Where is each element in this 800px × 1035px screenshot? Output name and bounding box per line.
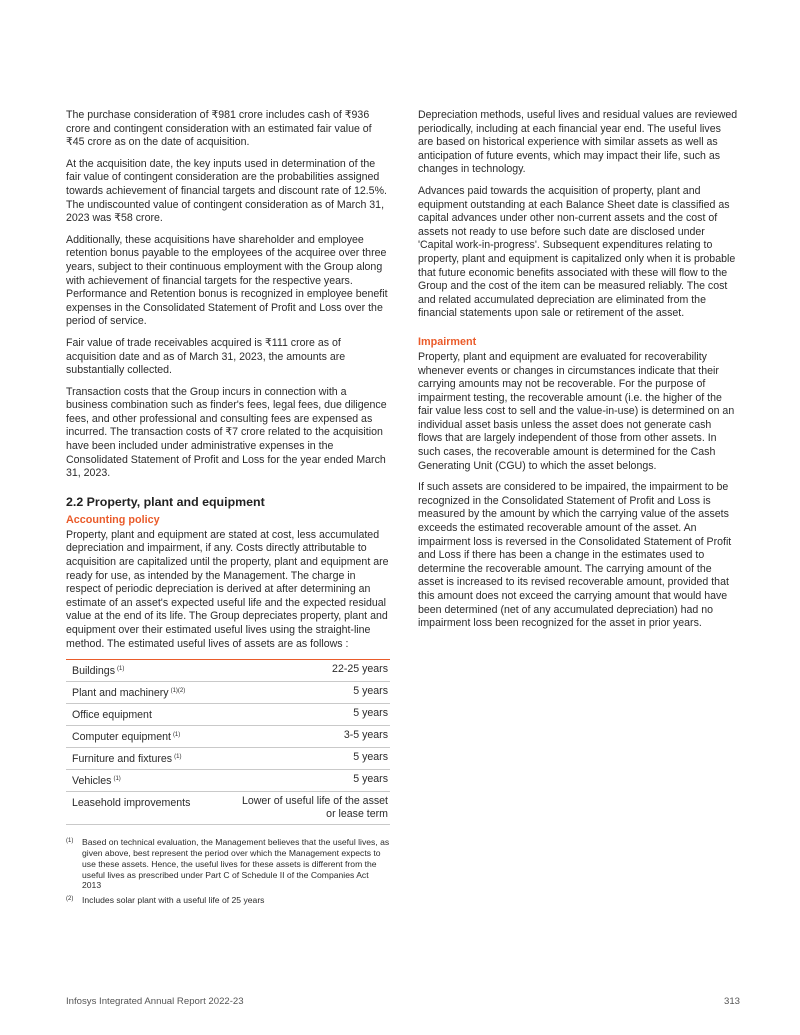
page-number: 313 [723,996,740,1007]
asset-cell: Computer equipment $^{(1)}$ [66,726,232,748]
asset-cell: Buildings $^{(1)}$ [66,660,232,682]
impairment-heading: Impairment [418,335,477,348]
table-row [66,726,390,748]
table-row [66,660,390,682]
life-cell: 3-5 years [232,726,390,748]
asset-cell: Vehicles $^{(1)}$ [66,770,232,792]
table-row [66,704,390,726]
paragraph: Property, plant and equipment are evaluated for recoverability whenever events or changes in circumstances indicate that their carrying amounts may not be recoverable. For the purpose of impairment testing, the recoverable amount (i.e. the higher of the fair value less cost to sell and the value-in-use) is determined on an individual asset basis unless the asset does not generate cash flows that are largely independent of those from other assets. In such cases, the recoverable amount is determined for the Cash Generating Unit (CGU) to which the asset belongs. [418,350,735,472]
useful-lives-table [66,659,390,825]
asset-cell: Plant and machinery $^{(1)(2)}$ [66,682,232,704]
section-title: 2.2 Property, plant and equipment [66,494,265,509]
table-row [66,770,390,792]
asset-cell: Office equipment [66,704,232,726]
footnote-mark: (1) [66,838,74,845]
life-cell: 5 years [232,748,390,770]
paragraph: The purchase consideration of ₹981 crore includes cash of ₹936 crore and contingent consideration with an estimated fair value of ₹45 crore as on the date of acquisition. [66,109,372,149]
report-title: Infosys Integrated Annual Report 2022-23 [66,996,244,1007]
life-cell: 5 years [232,682,390,704]
life-cell: 5 years [232,770,390,792]
paragraph: Transaction costs that the Group incurs in connection with a business combination such as finder's fees, legal fees, due diligence fees, and other professional and consulting fees are expensed as incurred. The transaction costs of ₹7 crore related to the acquisition have been included under administrative expenses in the Consolidated Statement of Profit and Loss for the year ended March 31, 2023. [66,385,387,480]
paragraph: At the acquisition date, the key inputs used in determination of the fair value of contingent consideration are the probabilities assigned towards achievement of financial targets and discount rate of 12.5%. The undiscounted value of contingent consideration as of March 31, 2023 was ₹58 crore. [66,157,387,225]
left-column [66,109,390,910]
paragraph: Additionally, these acquisitions have shareholder and employee retention bonus payable to the employees of the acquiree over three years, subject to their continuous employment with the Group along with achievement of financial targets for the respective years. Performance and Retention bonus is recognized in employee benefit expenses in the Consolidated Statement of Profit and Loss over the period of service. [66,233,388,328]
paragraph: If such assets are considered to be impaired, the impairment to be recognized in the Consolidated Statement of Profit and Loss is measured by the amount by which the carrying value of the assets exceeds the estimated recoverable amount of the asset. An impairment loss is reversed in the Consolidated Statement of Profit and Loss if there has been a change in the estimates used to determine the recoverable amount. The carrying amount of the asset is increased to its revised recoverable amount, provided that this amount does not exceed the carrying amount that would have been determined (net of any accumulated depreciation) had no impairment loss been recognized for the asset in prior years. [418,481,732,630]
asset-cell: Furniture and fixtures $^{(1)}$ [66,748,232,770]
footnotes [66,837,390,906]
footnote [66,837,390,891]
footnote-text: Includes solar plant with a useful life of 25 years [82,895,265,906]
table-row [66,748,390,770]
table-row [66,682,390,704]
accounting-policy-heading: Accounting policy [66,513,160,526]
paragraph: Fair value of trade receivables acquired is ₹111 crore as of acquisition date and as of March 31, 2023, the amounts are substantially collected. [66,336,346,377]
policy-paragraph: Property, plant and equipment are stated at cost, less accumulated depreciation and impairment, if any. Costs directly attributable to acquisition are capitalized until the property, plant and equipment are ready for use, as intended by the Management. The charge in respect of periodic depreciation is derived at after determining an estimate of an asset's expected useful life and the expected residual value at the end of its life. The Group depreciates property, plant and equipment over their estimated useful lives using the straight-line method. The estimated useful lives of assets are as follows : [66,528,389,650]
life-cell: 22-25 years [232,660,390,682]
footnote-text: Based on technical evaluation, the Management believes that the useful lives, as given above, best represent the period over which the Management expects to use these assets. Hence, the useful lives for these assets is different from the useful lives as prescribed under Part C of Schedule II of the Companies Act 2013 [82,837,390,891]
life-cell: Lower of useful life of the asset or lease term [232,792,390,825]
footnote-mark: (2) [66,896,74,903]
table-row [66,792,390,825]
footnote [66,895,390,906]
life-cell: 5 years [232,704,390,726]
paragraph: Depreciation methods, useful lives and residual values are reviewed periodically, including at each financial year end. The useful lives are based on historical experience with similar assets as well as anticipation of future events, which may impact their life, such as changes in technology. [418,109,738,176]
paragraph: Advances paid towards the acquisition of property, plant and equipment outstanding at each Balance Sheet date is classified as capital advances under other non-current assets and the cost of assets not ready to use before such date are disclosed under 'Capital work-in-progress'. Subsequent expenditures relating to property, plant and equipment is capitalized only when it is probable that future economic benefits associated with these will flow to the Group and the cost of the item can be measured reliably. The cost and related accumulated depreciation are eliminated from the financial statements upon sale or retirement of the asset. [418,184,736,320]
right-column [418,109,738,639]
asset-cell: Leasehold improvements [66,792,232,825]
